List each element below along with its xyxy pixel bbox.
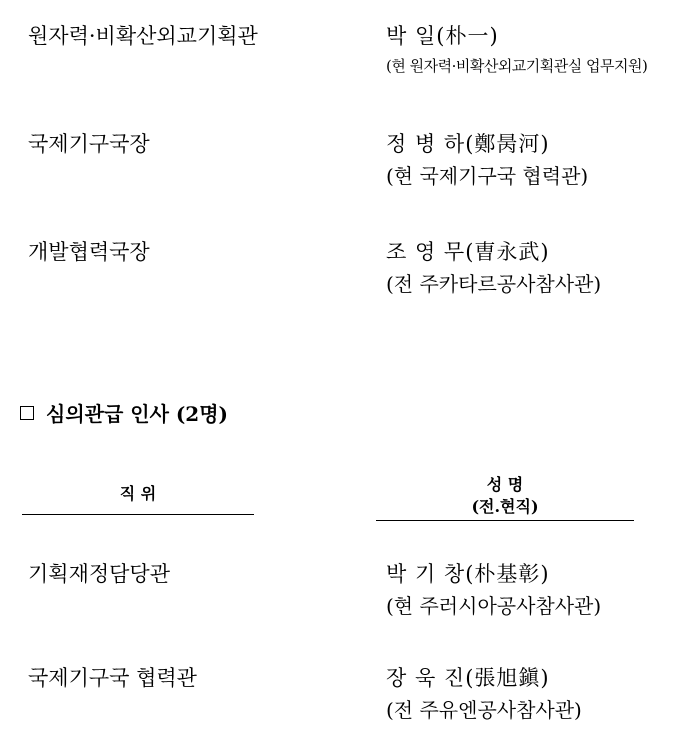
checkbox-icon	[20, 406, 34, 420]
column-header-name-sub: (전.현직)	[471, 497, 539, 516]
appointee-name: 장 욱 진(張旭鎭)	[386, 666, 550, 690]
position-title: 개발협력국장	[28, 240, 150, 264]
section-title: 심의관급 인사 (2명)	[46, 402, 229, 426]
appointee-note: (전 주카타르공사참사관)	[386, 272, 602, 296]
section-heading	[20, 398, 228, 427]
position-title: 국제기구국장	[28, 132, 150, 156]
appointee-note: (전 주유엔공사참사관)	[386, 698, 582, 722]
position-title: 원자력·비확산외교기획관	[28, 24, 258, 48]
appointee-name: 조 영 무(曺永武)	[386, 240, 550, 264]
appointee-name: 정 병 하(鄭昺河)	[386, 132, 550, 156]
position-title: 기획재정담당관	[28, 562, 171, 586]
appointee-name: 박 기 창(朴基彰)	[386, 562, 550, 586]
column-header-name: 성 명	[486, 475, 524, 494]
header-divider	[376, 520, 634, 521]
appointee-name: 박 일(朴一)	[386, 24, 499, 48]
column-header-position: 직 위	[119, 484, 157, 503]
appointee-note: (현 국제기구국 협력관)	[386, 164, 589, 188]
appointee-note: (현 주러시아공사참사관)	[386, 594, 602, 618]
position-title: 국제기구국 협력관	[28, 666, 197, 690]
header-divider	[22, 514, 254, 515]
appointee-note: (현 원자력·비확산외교기획관실 업무지원)	[386, 57, 648, 75]
